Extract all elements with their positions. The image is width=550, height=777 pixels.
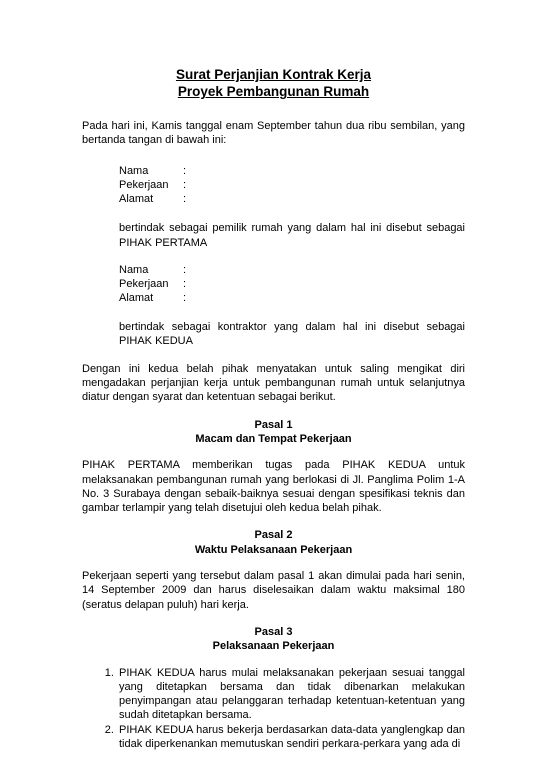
list-item: 2. PIHAK KEDUA harus bekerja berdasarkan data-data yanglengkap dan tidak diperkenankan memutuskan sendiri perkara-perkara yang ada di [117,723,465,752]
pasal-3-title: Pelaksanaan Pekerjaan [212,640,335,653]
party-one-name-row [119,164,465,178]
pasal-1-title: Macam dan Tempat Pekerjaan [195,432,352,445]
pasal-2-title: Waktu Pelaksanaan Pekerjaan [194,543,353,556]
party-one-description: bertindak sebagai pemilik rumah yang dalam hal ini disebut sebagai PIHAK PERTAMA [119,222,465,249]
pasal-1-body: PIHAK PERTAMA memberikan tugas pada PIHAK KEDUA untuk melaksanakan pembangunan rumah yang berlokasi di Jl. Panglima Polim 1-A No. 3 Surabaya dengan sebaik-baiknya sesuai dengan spesifikasi teknis dan gambar terlampir yang telah disetujui oleh kedua belah pihak. [82,459,465,515]
party-two-name-row [119,263,465,277]
pasal-2-number: Pasal 2 [254,529,293,542]
pasal-2-heading [82,528,465,557]
party-one-occupation-row [119,178,465,192]
field-colon: : [183,263,187,276]
field-colon: : [183,165,187,178]
field-label: Alamat [119,292,154,305]
field-colon: : [183,179,187,192]
list-item: 1. PIHAK KEDUA harus mulai melaksanakan pekerjaan sesuai tanggal yang ditetapkan bersama dan tidak dibenarkan melakukan penyimpangan atau pelanggaran terhadap ketentuan-ketentuan yang sudah ditetapkan bersama. [117,666,465,723]
pasal-1-heading [82,418,465,447]
field-label: Pekerjaan [119,179,169,192]
party-two-occupation-row [119,277,465,291]
party-one-block [119,164,465,250]
party-two-address-row [119,291,465,305]
field-colon: : [183,278,187,291]
pasal-3-list [82,666,465,752]
agreement-paragraph: Dengan ini kedua belah pihak menyatakan untuk saling mengikat diri mengadakan perjanjian kerja untuk pembangunan rumah untuk selanjutnya diatur dengan syarat dan ketentuan sebagai berikut. [82,362,465,404]
field-colon: : [183,193,187,206]
document-title [82,66,465,101]
party-two-block [119,263,465,349]
field-label: Nama [119,263,149,276]
title-line-1: Surat Perjanjian Kontrak Kerja [175,67,372,82]
party-one-address-row [119,192,465,206]
pasal-2-body: Pekerjaan seperti yang tersebut dalam pasal 1 akan dimulai pada hari senin, 14 September 2009 dan harus diselesaikan dalam waktu maksimal 180 (seratus delapan puluh) hari kerja. [82,570,465,611]
intro-paragraph: Pada hari ini, Kamis tanggal enam September tahun dua ribu sembilan, yang bertanda tangan di bawah ini: [82,119,465,146]
field-colon: : [183,292,187,305]
pasal-1-number: Pasal 1 [254,418,293,431]
pasal-3-heading [82,625,465,654]
field-label: Nama [119,165,149,178]
pasal-3-number: Pasal 3 [254,625,293,638]
field-label: Alamat [119,193,154,206]
field-label: Pekerjaan [119,278,169,291]
title-line-2: Proyek Pembangunan Rumah [177,84,370,100]
party-two-description: bertindak sebagai kontraktor yang dalam hal ini disebut sebagai PIHAK KEDUA [119,321,465,348]
